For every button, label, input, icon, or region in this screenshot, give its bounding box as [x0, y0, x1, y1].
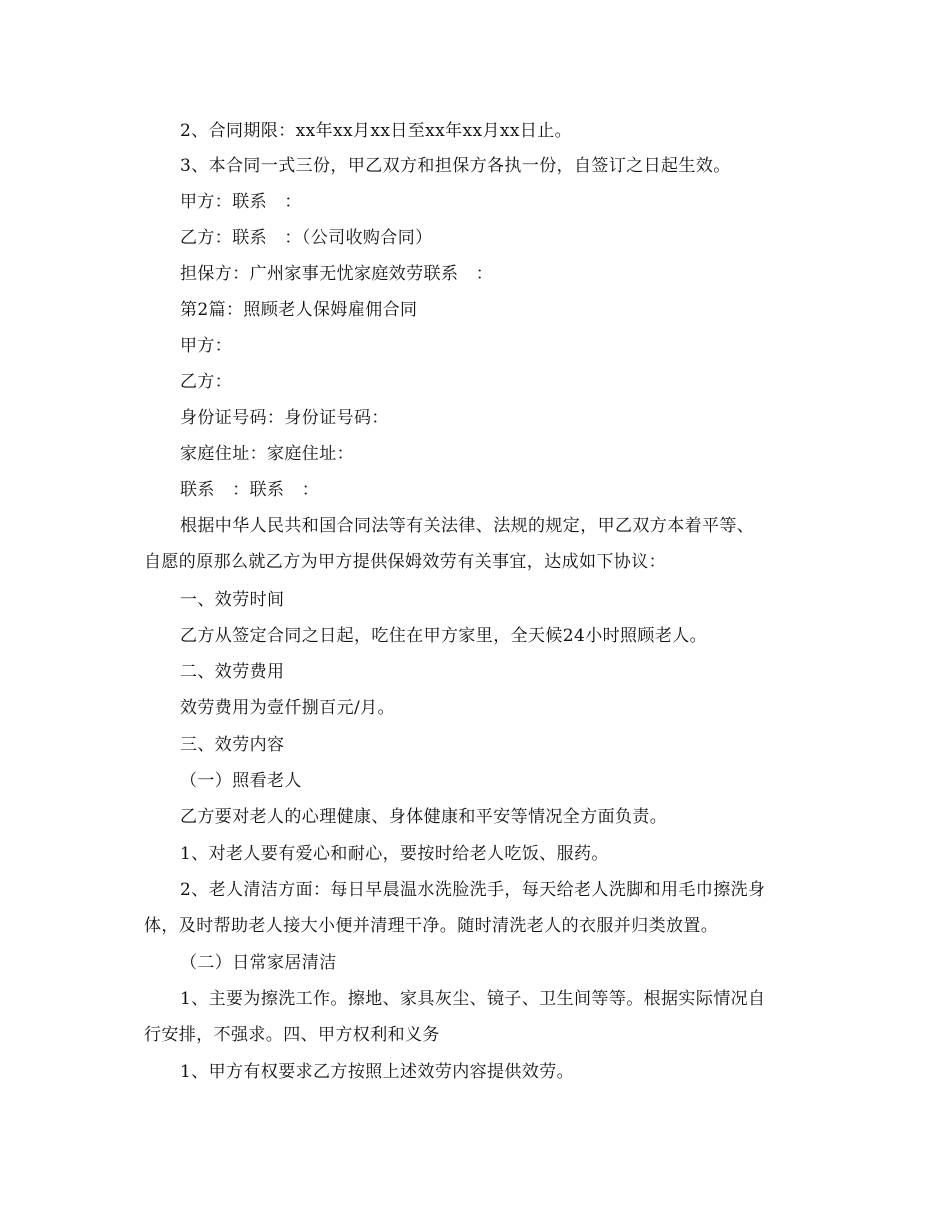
document-line: 根据中华人民共和国合同法等有关法律、法规的规定，甲乙双方本着平等、 — [180, 516, 755, 536]
document-line: 第2篇：照顾老人保姆雇佣合同 — [180, 300, 418, 320]
document-line: 1、甲方有权要求乙方按照上述效劳内容提供效劳。 — [180, 1062, 575, 1082]
document-line: 3、本合同一式三份，甲乙双方和担保方各执一份，自签订之日起生效。 — [180, 156, 731, 176]
document-line: （一）照看老人 — [180, 771, 302, 791]
document-line: 效劳费用为壹仟捌百元/月。 — [180, 698, 395, 718]
document-line: 甲方： — [180, 336, 233, 356]
document-line: 家庭住址：家庭住址： — [180, 444, 354, 464]
document-line: 2、老人清洁方面：每日早晨温水洗脸洗手，每天给老人洗脚和用毛巾擦洗身 — [180, 880, 766, 900]
document-line: 自愿的原那么就乙方为甲方提供保姆效劳有关事宜，达成如下协议： — [144, 552, 666, 572]
document-line: 甲方：联系 ： — [180, 192, 302, 212]
document-line: 1、对老人要有爱心和耐心，要按时给老人吃饭、服药。 — [180, 844, 609, 864]
document-line: 1、主要为擦洗工作。擦地、家具灰尘、镜子、卫生间等等。根据实际情况自 — [180, 989, 766, 1009]
document-line: 乙方： — [180, 372, 233, 392]
document-line: 2、合同期限：xx年xx月xx日至xx年xx月xx日止。 — [180, 121, 573, 141]
document-line: 乙方要对老人的心理健康、身体健康和平安等情况全方面负责。 — [180, 807, 668, 827]
document-line: 行安排，不强求。四、甲方权利和义务 — [144, 1025, 440, 1045]
document-line: 一、效劳时间 — [180, 590, 285, 610]
document-line: 担保方：广州家事无忧家庭效劳联系 ： — [180, 264, 494, 284]
document-line: 体，及时帮助老人接大小便并清理干净。随时清洗老人的衣服并归类放置。 — [144, 916, 719, 936]
document-line: 身份证号码：身份证号码： — [180, 408, 389, 428]
document-line: 联系 ：联系 ： — [180, 480, 320, 500]
document-line: 二、效劳费用 — [180, 662, 285, 682]
document-line: 乙方从签定合同之日起，吃住在甲方家里，全天候24小时照顾老人。 — [180, 626, 708, 646]
document-line: 乙方：联系 ：（公司收购合同） — [180, 228, 433, 248]
document-line: 三、效劳内容 — [180, 735, 285, 755]
document-line: （二）日常家居清洁 — [180, 953, 337, 973]
